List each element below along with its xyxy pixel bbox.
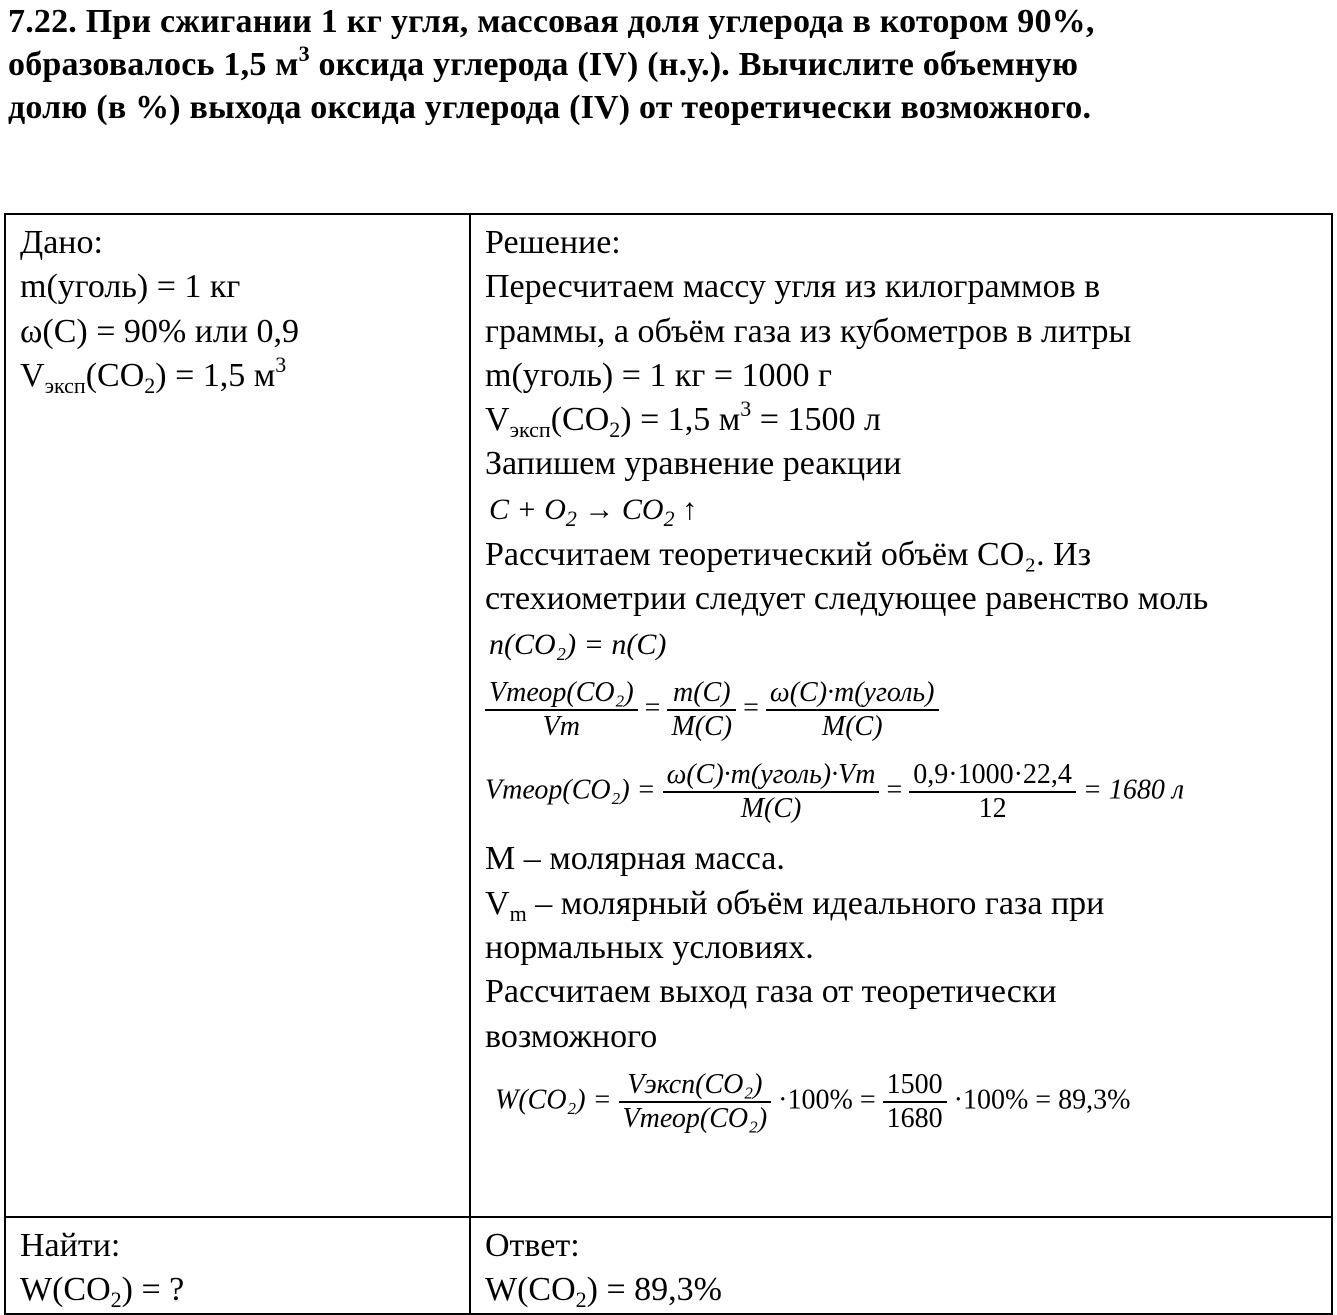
fraction-numeric: $\frac{0,9\cdot 1000\cdot 22,4}{12}$: [909, 759, 1076, 825]
fraction-omega: $\frac{\text{ω(C)·m(уголь)}}{M(C)}$: [766, 677, 939, 743]
molar-volume-definition: $V_m$ – молярный объём идеального газа при: [485, 884, 1105, 926]
fraction-general: $\frac{\text{ω(C)·m(уголь)·Vm}}{M(C)}$: [663, 759, 880, 825]
answer-cell: [470, 1217, 1332, 1314]
fraction-yield-numeric: $\frac{1500}{1680}$: [883, 1069, 947, 1135]
reaction-equation: $C + O_2 \to CO_2$ ↑: [489, 492, 698, 531]
title-line-2: образовалось 1,5 $м^3$ оксида углерода (IV) (н.у.). Вычислите объемную: [8, 41, 1079, 83]
answer-heading: Ответ:: [485, 1227, 580, 1264]
yield-text-1: Рассчитаем выход газа от теоретически: [485, 973, 1057, 1011]
fraction-v-theor: $\frac{\text{Vтеор(CO₂)}}{Vm}$: [485, 677, 638, 743]
molar-volume-definition-2: нормальных условиях.: [485, 928, 814, 966]
given-cell: [5, 214, 470, 1217]
answer-value: $W(CO_2) = 89,3\%$: [485, 1271, 722, 1313]
problem-statement: [8, 0, 1333, 129]
equation-heading: Запишем уравнение реакции: [485, 445, 902, 483]
find-cell: [5, 1217, 470, 1314]
find-heading: Найти:: [20, 1227, 121, 1264]
solution-table: [4, 213, 1333, 1315]
title-line-3: долю (в %) выхода оксида углерода (IV) от теоретически возможного.: [8, 89, 1092, 126]
title-line-1: 7.22. При сжигании 1 кг угля, массовая доля углерода в котором 90%,: [8, 3, 1095, 40]
theoretical-volume-formula: Vтеор(CO₂) = $\frac{\text{ω(C)·m(уголь)·Vm}}{M(C)}$ = $\frac{0,9\cdot 1000\cdot 22,4}{12}$ = 1680 л: [485, 759, 1185, 825]
given-volume: $V_{эксп}(CO_2) = 1,5$ $м^3$: [20, 351, 287, 398]
volume-ratio-formula: $\frac{\text{Vтеор(CO₂)}}{Vm}$ = $\frac{m(C)}{M(C)}$ = $\frac{\text{ω(C)·m(уголь)}}{M(C)}$: [485, 677, 1331, 743]
given-heading: Дано:: [20, 224, 103, 261]
solution-heading: Решение:: [485, 224, 621, 261]
calc-text-1: Рассчитаем теоретический объём CO₂. Из: [485, 535, 1092, 573]
calc-text-2: стехиометрии следует следующее равенство моль: [485, 580, 1209, 618]
fraction-m-c: $\frac{m(C)}{M(C)}$: [667, 677, 736, 743]
mass-conversion: m(уголь) = 1 кг = 1000 г: [485, 356, 832, 394]
yield-formula: W(CO₂) = $\frac{\text{Vэксп(CO₂)}}{\text{Vтеор(CO₂)}}$ ·100% = $\frac{1500}{1680}$ ·100% = 89,3%: [495, 1068, 1131, 1134]
mole-equality: n(CO₂) = n(C): [489, 628, 667, 662]
molar-mass-definition: M – молярная масса.: [485, 840, 785, 878]
yield-text-2: возможного: [485, 1017, 658, 1055]
solution-cell: [470, 214, 1332, 1217]
fraction-yield: $\frac{\text{Vэксп(CO₂)}}{\text{Vтеор(CO₂)}}$: [619, 1069, 772, 1135]
given-omega: ω(С) = 90% или 0,9: [20, 312, 300, 350]
find-target: $W(CO_2)$ = ?: [20, 1271, 185, 1313]
solution-text-2: граммы, а объём газа из кубометров в литры: [485, 312, 1132, 350]
volume-conversion: $V_{эксп}(CO_2) = 1,5$ $м^3 = 1500$ л: [485, 396, 881, 443]
given-mass: m(уголь) = 1 кг: [20, 268, 241, 306]
solution-text-1: Пересчитаем массу угля из килограммов в: [485, 268, 1101, 306]
